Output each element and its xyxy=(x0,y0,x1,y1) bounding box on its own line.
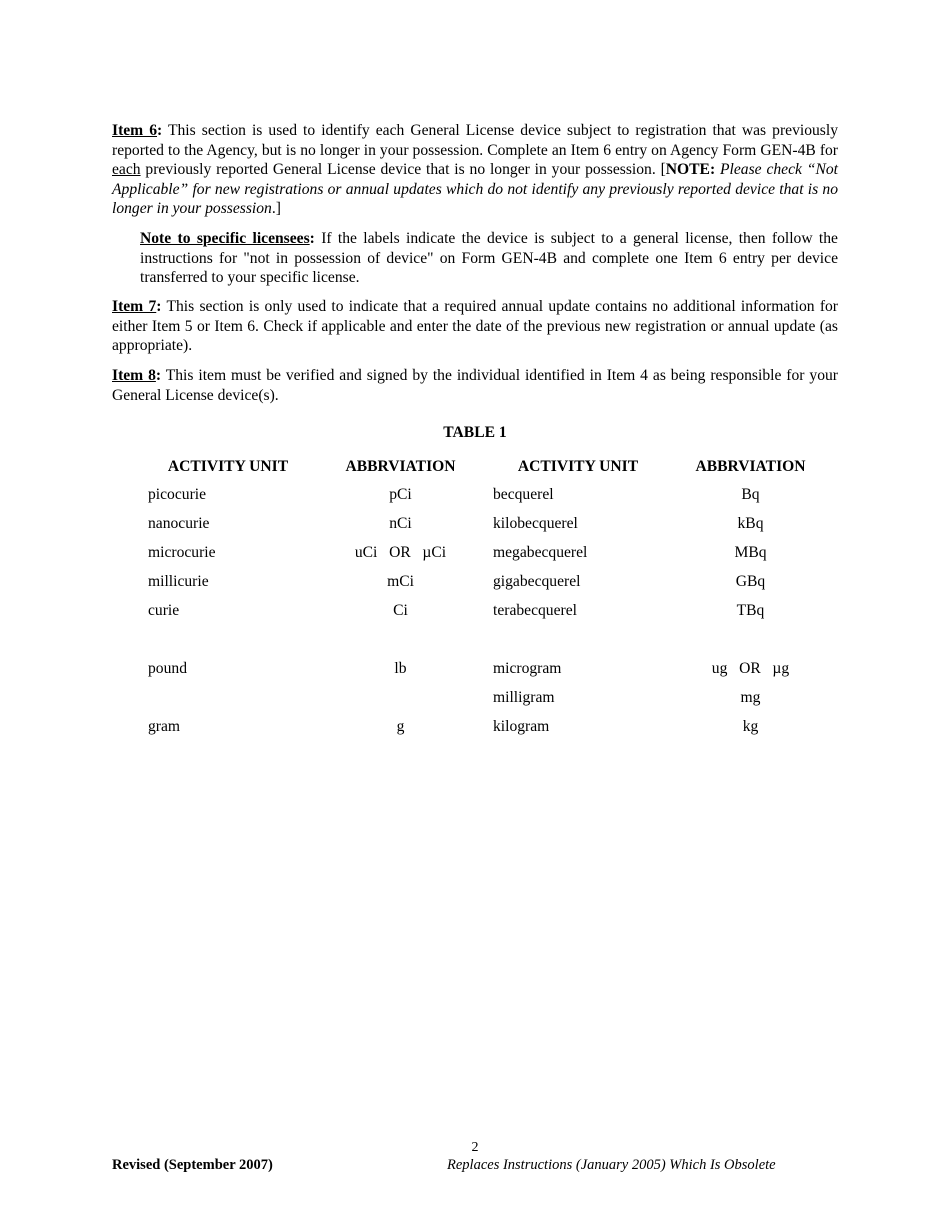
table-cell: terabecquerel xyxy=(493,601,577,619)
table-cell: GBq xyxy=(735,572,766,590)
header-activity-unit-1: ACTIVITY UNIT xyxy=(167,458,289,476)
table-row xyxy=(138,712,828,741)
table-cell: nCi xyxy=(389,514,412,532)
table-cell: lb xyxy=(394,659,407,677)
item6-note-text: Please check “Not Applicable” for new registrations or annual updates which do not identify any previously reported device that is no longer in your possession xyxy=(112,161,838,218)
units-table xyxy=(138,454,828,741)
table-row xyxy=(138,654,828,683)
header-abbreviation-1: ABBRVIATION xyxy=(345,458,456,476)
footer-revised: Revised (September 2007) xyxy=(112,1157,273,1173)
item6-text-a: This section is used to identify each General License device subject to registration that was previously reported to the Agency, but is no longer in your possession. Complete an Item 6 entry on Agency Form GEN-4B for xyxy=(112,122,838,159)
table-cell: mCi xyxy=(387,572,414,590)
table-cell: milligram xyxy=(493,688,555,706)
item6-label: Item 6 xyxy=(112,122,158,139)
item8-text: This item must be verified and signed by the individual identified in Item 4 as being responsible for your General License device(s). xyxy=(112,367,838,404)
item6-colon: : xyxy=(157,122,163,139)
table-cell: MBq xyxy=(734,543,767,561)
table-cell: picocurie xyxy=(148,485,207,503)
table-cell: gigabecquerel xyxy=(493,572,581,590)
table-row xyxy=(138,480,828,509)
item6-text-b: previously reported General License device that is no longer in your possession. [ xyxy=(140,161,666,179)
table-cell xyxy=(318,683,483,712)
table-header-row xyxy=(138,454,828,480)
item7-text: This section is only used to indicate that a required annual update contains no additional information for either Item 5 or Item 6. Check if applicable and enter the date of the previous new registration or annual update (as appropriate). xyxy=(112,298,838,355)
header-activity-unit-2: ACTIVITY UNIT xyxy=(517,458,639,476)
table-cell: Bq xyxy=(741,485,760,503)
item8-colon: : xyxy=(155,367,162,384)
table-cell: kilobecquerel xyxy=(493,514,578,532)
item8-paragraph xyxy=(112,366,838,405)
table-cell: pCi xyxy=(389,485,412,503)
table-cell: ug OR µg xyxy=(711,659,790,677)
table-cell: kg xyxy=(742,717,759,735)
table-cell: microcurie xyxy=(148,543,216,561)
table-cell: Ci xyxy=(393,601,408,619)
table-row xyxy=(138,567,828,596)
table-cell xyxy=(138,683,318,712)
page-number: 2 xyxy=(471,1140,479,1155)
table-row xyxy=(138,509,828,538)
table-row xyxy=(138,596,828,625)
table-cell: g xyxy=(396,717,405,735)
table-cell: millicurie xyxy=(148,572,209,590)
table-cell: gram xyxy=(148,717,181,735)
table-cell: pound xyxy=(148,659,187,677)
header-abbreviation-2: ABBRVIATION xyxy=(695,458,806,476)
table-cell: microgram xyxy=(493,659,562,677)
note-specific-paragraph xyxy=(140,229,838,288)
item6-paragraph xyxy=(112,121,838,219)
item6-each: each xyxy=(112,161,141,179)
item8-label: Item 8 xyxy=(112,367,156,384)
table-cell: uCi OR µCi xyxy=(354,543,447,561)
item7-paragraph xyxy=(112,297,838,356)
table-cell: kBq xyxy=(737,514,764,532)
table-cell: nanocurie xyxy=(148,514,210,532)
table-spacer-row xyxy=(138,625,828,654)
table-cell: curie xyxy=(148,601,180,619)
note-specific-text: If the labels indicate the device is subject to a general license, then follow the instructions for "not in possession of device" on Form GEN-4B and complete one Item 6 entry per device transferred to your specific license. xyxy=(140,230,838,287)
table-cell: mg xyxy=(740,688,761,706)
note-specific-colon: : xyxy=(309,230,315,247)
table-row xyxy=(138,683,828,712)
note-specific-label: Note to specific licensees xyxy=(140,230,310,247)
footer-replaces: Replaces Instructions (January 2005) Which Is Obsolete xyxy=(447,1157,776,1173)
item6-note-end: .] xyxy=(271,200,281,218)
item7-label: Item 7 xyxy=(112,298,157,315)
table-cell: TBq xyxy=(736,601,765,619)
table-row xyxy=(138,538,828,567)
table-cell: kilogram xyxy=(493,717,550,735)
table-cell: becquerel xyxy=(493,485,554,503)
item6-note-label: NOTE: xyxy=(665,161,716,179)
table-cell: megabecquerel xyxy=(493,543,588,561)
item7-colon: : xyxy=(156,298,162,315)
table-title: TABLE 1 xyxy=(443,424,507,441)
